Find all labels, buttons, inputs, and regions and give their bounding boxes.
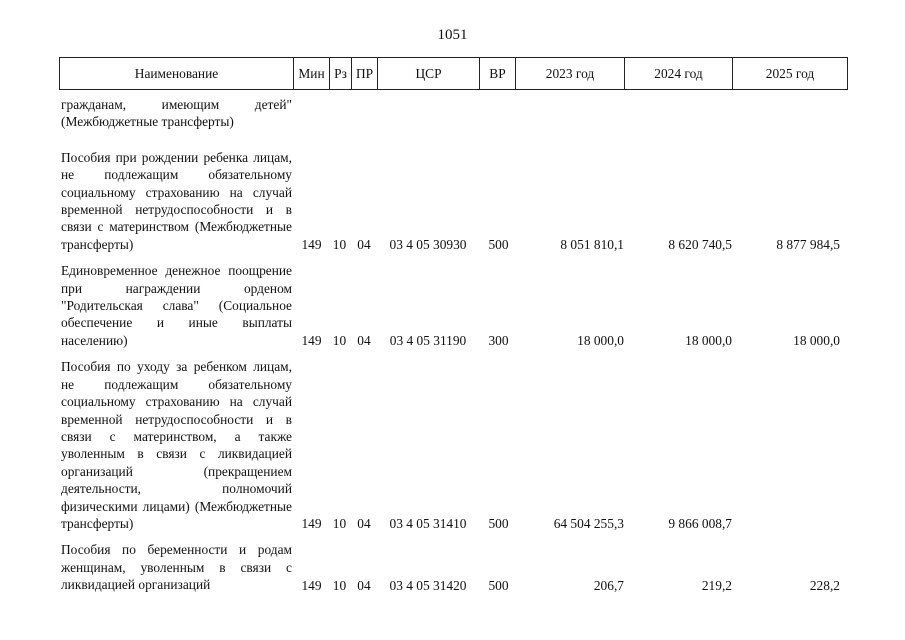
row-pr: 04 (357, 333, 371, 349)
header-csr: ЦСР (378, 58, 480, 90)
row-name: гражданам, имеющим детей" (Межбюджетные трансферты) (61, 97, 292, 130)
header-vr: ВР (480, 58, 516, 90)
row-2025: 228,2 (809, 577, 840, 593)
row-2024: 8 620 740,5 (668, 237, 732, 253)
header-2023: 2023 год (516, 58, 625, 90)
header-name: Наименование (60, 58, 294, 90)
row-vr: 300 (488, 333, 509, 349)
row-2023: 8 051 810,1 (560, 237, 624, 253)
table-row (59, 541, 847, 593)
page-number: 1051 (437, 27, 468, 43)
table-header (59, 57, 848, 90)
header-rz: Рз (330, 58, 352, 90)
table-row (59, 96, 847, 131)
row-min: 149 (301, 333, 322, 349)
row-name: Пособия при рождении ребенка лицам, не подлежащим обязательному социальному страхованию на случай временной нетрудоспособности и в связи с материнством (Межбюджетные трансферты) (61, 149, 292, 252)
header-2024: 2024 год (625, 58, 733, 90)
row-rz: 10 (332, 516, 347, 532)
row-2025: 8 877 984,5 (776, 237, 840, 253)
table-row (59, 262, 847, 349)
row-pr: 04 (357, 237, 371, 253)
row-csr: 03 4 05 30930 (389, 237, 467, 253)
row-2025: 18 000,0 (793, 333, 840, 349)
row-rz: 10 (332, 333, 347, 349)
row-csr: 03 4 05 31190 (389, 333, 467, 349)
row-name: Единовременное денежное поощрение при награждении орденом "Родительская слава" (Социальное обеспечение и иные выплаты населению) (61, 263, 292, 348)
table-row (59, 149, 847, 253)
row-rz: 10 (332, 237, 347, 253)
row-2023: 206,7 (593, 577, 624, 593)
row-vr: 500 (488, 237, 509, 253)
table-row (59, 358, 847, 532)
row-csr: 03 4 05 31420 (389, 577, 467, 593)
header-pr: ПР (352, 58, 378, 90)
row-name: Пособия по беременности и родам женщинам, уволенным в связи с ликвидацией организаций (61, 542, 292, 593)
row-min: 149 (301, 237, 322, 253)
row-rz: 10 (332, 577, 347, 593)
row-2023: 18 000,0 (577, 333, 624, 349)
row-2023: 64 504 255,3 (553, 516, 624, 532)
row-pr: 04 (357, 577, 371, 593)
header-2025: 2025 год (733, 58, 848, 90)
row-csr: 03 4 05 31410 (389, 516, 467, 532)
row-2024: 219,2 (701, 577, 732, 593)
row-2024: 9 866 008,7 (668, 516, 732, 532)
row-min: 149 (301, 516, 322, 532)
header-min: Мин (294, 58, 330, 90)
row-min: 149 (301, 577, 322, 593)
row-2024: 18 000,0 (685, 333, 732, 349)
table-body (59, 96, 847, 603)
row-name: Пособия по уходу за ребенком лицам, не подлежащим обязательному социальному страхованию на случай временной нетрудоспособности и в связи с материнством, а также уволенным в связи с ликвидацией организаций (прекращением деятельности, полномочий физическими лицами) (Межбюджетные трансферты) (61, 359, 292, 531)
row-vr: 500 (488, 577, 509, 593)
row-pr: 04 (357, 516, 371, 532)
row-vr: 500 (488, 516, 509, 532)
